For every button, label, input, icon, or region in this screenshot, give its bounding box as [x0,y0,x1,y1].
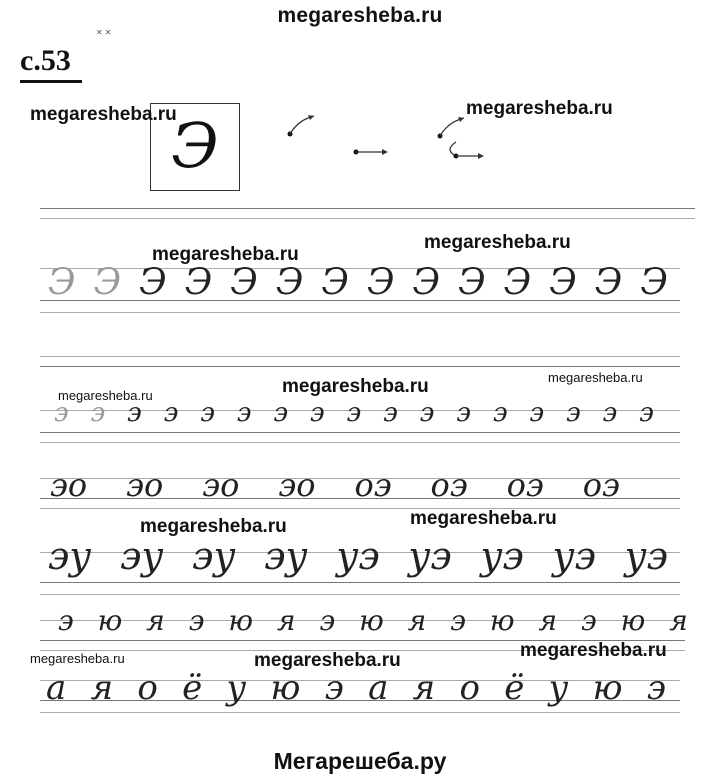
handwritten-glyph: э [319,604,336,637]
handwritten-glyph: эу [192,534,236,578]
handwritten-glyph: ю [270,668,301,708]
handwritten-glyph: оэ [354,466,392,504]
handwritten-glyph: я [407,604,427,637]
handwritten-glyph: э [127,398,142,428]
handwritten-glyph: ё [504,668,525,708]
handwritten-glyph: уэ [480,534,524,578]
arrow-head [382,149,388,155]
handwritten-glyph: э [639,398,654,428]
handwritten-glyph: Э [48,262,76,303]
handwritten-glyph: уэ [336,534,380,578]
handwritten-glyph: э [346,398,362,428]
ruled-line [40,356,680,357]
practice-row-eo-oe [50,466,620,504]
handwritten-glyph: Э [458,262,486,303]
ruled-line [40,432,680,433]
handwritten-glyph: оэ [430,466,468,504]
handwritten-glyph: оэ [506,466,544,504]
handwritten-glyph: оэ [582,466,620,504]
handwritten-glyph: э [419,398,435,428]
handwritten-glyph: эу [120,534,164,578]
site-title-top: megaresheba.ru [277,4,443,27]
watermark: megaresheba.ru [424,232,571,253]
corner-mark: ✕ ✕ [96,28,112,37]
handwritten-glyph: у [548,668,569,708]
handwritten-glyph: Э [594,262,623,303]
practice-row-vowels [46,668,666,708]
handwritten-glyph: э [383,398,398,428]
ruled-line [40,208,695,209]
handwritten-glyph: Э [230,262,258,303]
handwritten-glyph: ю [228,604,254,637]
handwritten-glyph: ю [359,604,384,637]
handwritten-glyph: э [90,398,106,428]
handwritten-glyph: Э [321,262,349,303]
handwritten-glyph: ю [97,604,123,637]
handwritten-glyph: э [450,604,466,637]
ruled-line [40,218,695,219]
arrow-head [478,153,484,159]
handwritten-glyph: ю [620,604,646,637]
practice-row-e-yu-ya [58,604,688,637]
handwritten-glyph: э [529,398,545,428]
watermark: megaresheba.ru [140,516,287,537]
ruled-line [40,712,680,713]
handwritten-glyph: Э [640,262,668,303]
handwritten-glyph: Э [184,262,213,303]
handwritten-glyph: э [456,398,471,428]
ruled-line [40,442,680,443]
watermark: megaresheba.ru [254,650,401,671]
handwritten-glyph: а [368,668,389,708]
handwritten-glyph: уэ [552,534,596,578]
watermark: megaresheba.ru [548,370,643,385]
handwritten-glyph: э [163,398,179,428]
site-title-bottom: Мегарешеба.ру [273,748,447,774]
ruled-line [40,312,680,313]
handwritten-glyph: эо [50,466,88,504]
handwritten-glyph: о [137,668,158,708]
handwritten-glyph: Э [139,262,167,303]
ruled-line [40,594,680,595]
handwritten-glyph: у [226,668,247,708]
handwritten-glyph: Э [412,262,441,303]
handwritten-glyph: Э [93,262,122,303]
watermark: megaresheba.ru [30,104,177,125]
watermark: megaresheba.ru [30,651,125,666]
handwritten-glyph: ю [592,668,623,708]
handwritten-glyph: э [324,668,344,708]
ruled-line [40,582,680,583]
handwritten-glyph: ю [489,604,515,637]
handwritten-glyph: уэ [624,534,668,578]
handwritten-glyph: уэ [408,534,452,578]
handwritten-glyph: эо [202,466,240,504]
page-label-underline [20,80,82,83]
handwritten-glyph: Э [503,262,532,303]
page-label: с.53 [20,44,71,77]
handwritten-glyph: э [581,604,597,637]
watermark: megaresheba.ru [58,388,153,403]
handwritten-glyph: э [58,604,74,637]
handwritten-glyph: эу [48,534,92,578]
practice-row-eu-ue [48,534,668,578]
handwritten-glyph: эо [278,466,316,504]
handwritten-glyph: я [146,604,165,637]
watermark: megaresheba.ru [410,508,557,529]
practice-row-capital-e [48,262,668,303]
handwritten-glyph: о [459,668,480,708]
sample-letter: Э [171,109,219,182]
handwritten-glyph: Э [366,262,395,303]
handwritten-glyph: а [46,668,67,708]
handwritten-glyph: э [566,398,581,428]
handwritten-glyph: ё [182,668,203,708]
handwritten-glyph: э [200,398,215,428]
watermark: megaresheba.ru [466,98,613,119]
handwritten-glyph: э [310,398,325,428]
handwritten-glyph: э [602,398,618,428]
handwritten-glyph: я [669,604,688,637]
handwritten-glyph: я [90,668,114,708]
handwritten-glyph: Э [549,262,577,303]
handwritten-glyph: я [412,668,436,708]
handwritten-glyph: Э [275,262,304,303]
watermark: megaresheba.ru [520,640,667,661]
handwritten-glyph: э [646,668,666,708]
handwritten-glyph: э [236,398,252,428]
handwritten-glyph: э [492,398,508,428]
handwritten-glyph: э [188,604,205,637]
handwritten-glyph: эу [264,534,308,578]
handwritten-glyph: э [54,398,69,428]
handwritten-glyph: эо [126,466,164,504]
handwritten-glyph: э [273,398,289,428]
handwritten-glyph: я [538,604,558,637]
watermark: megaresheba.ru [282,376,429,397]
watermark: megaresheba.ru [152,244,299,265]
handwritten-glyph: я [277,604,296,637]
ruled-line [40,366,680,367]
ruled-line [40,508,680,509]
